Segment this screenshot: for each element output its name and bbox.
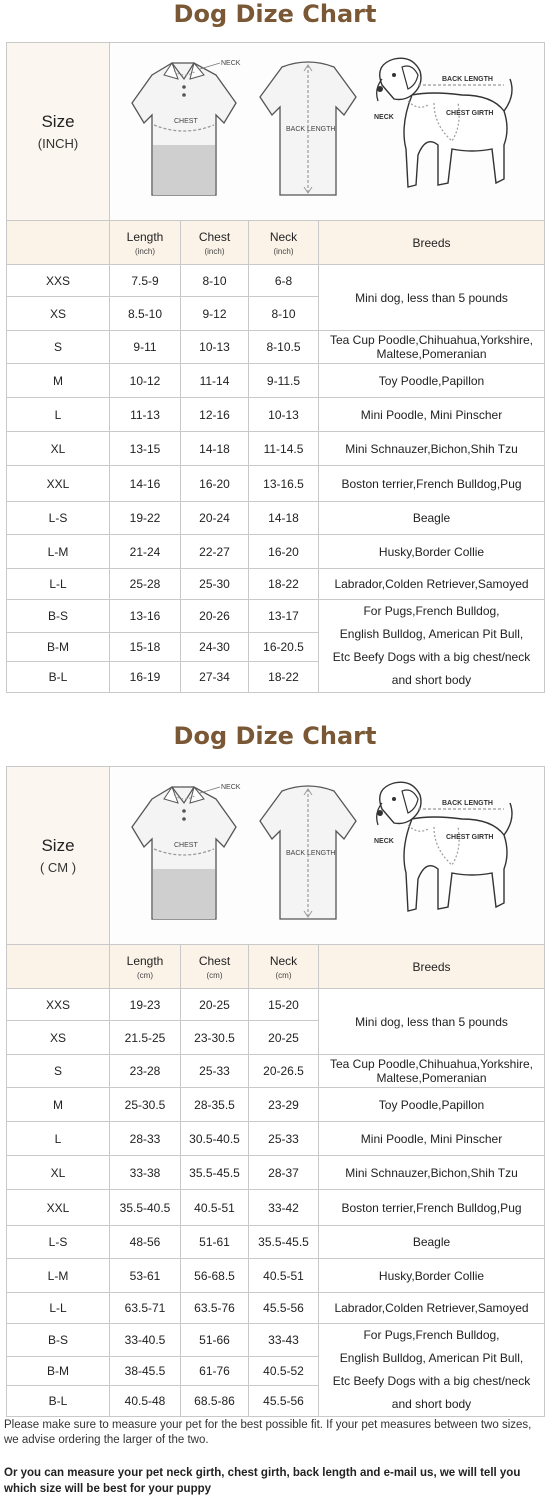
shirt-chest-label: CHEST [174, 118, 198, 125]
length-cell: 48-56 [110, 1226, 181, 1259]
size-name-cell: XXS [7, 265, 110, 297]
chart-title: Dog Dize Chart [173, 722, 377, 750]
breed-cell: Labrador,Colden Retriever,Samoyed [319, 1293, 545, 1324]
size-label-cell [7, 767, 110, 945]
chest-cell: 16-20 [181, 466, 249, 502]
header-chest: Chest (cm) [181, 945, 249, 989]
table-row [7, 1226, 545, 1259]
size-name-cell: XXS [7, 989, 110, 1021]
size-name-cell: B-L [7, 1385, 110, 1416]
header-breeds: Breeds [319, 221, 545, 265]
table-row [7, 331, 545, 364]
size-name-cell: XL [7, 432, 110, 466]
table-row [7, 502, 545, 535]
size-name-cell: L [7, 398, 110, 432]
breed-line: and short body [391, 673, 472, 687]
chest-cell: 8-10 [181, 265, 249, 297]
size-name-cell: L-S [7, 502, 110, 535]
length-cell: 25-28 [110, 569, 181, 600]
measurement-illustration-svg [112, 769, 542, 939]
size-name-cell: L-L [7, 569, 110, 600]
table-row [7, 364, 545, 398]
size-unit: ( CM ) [39, 860, 77, 875]
size-label: Size [41, 836, 75, 855]
header-blank [7, 221, 110, 265]
chest-cell: 63.5-76 [181, 1293, 249, 1324]
breed-line: Maltese,Pomeranian [376, 1071, 487, 1085]
size-chart-table [6, 766, 544, 1417]
length-cell: 13-15 [110, 432, 181, 466]
neck-cell: 6-8 [249, 265, 319, 297]
size-name-cell: M [7, 1088, 110, 1122]
dog-illustration [374, 58, 512, 187]
chest-cell: 68.5-86 [181, 1385, 249, 1416]
size-name-cell: L [7, 1122, 110, 1156]
dog-chest-girth-label: CHEST GIRTH [446, 110, 494, 117]
length-cell: 63.5-71 [110, 1293, 181, 1324]
neck-cell: 8-10.5 [249, 331, 319, 364]
length-cell: 33-38 [110, 1156, 181, 1190]
measure-note: Please make sure to measure your pet for the best possible fit. If your pet measures between two sizes, we advise ordering the larger of the two. [4, 1419, 532, 1446]
breed-cell: Boston terrier,French Bulldog,Pug [319, 466, 545, 502]
length-cell: 21-24 [110, 535, 181, 569]
breed-cell [319, 600, 545, 693]
breed-cell: Mini dog, less than 5 pounds [319, 989, 545, 1055]
breed-cell [319, 331, 545, 364]
size-unit: (INCH) [37, 136, 79, 151]
length-cell: 15-18 [110, 633, 181, 662]
shirt-front-illustration [132, 784, 241, 919]
shirt-back-illustration [260, 62, 356, 195]
breed-line: Maltese,Pomeranian [376, 347, 487, 361]
dog-neck-label: NECK [374, 114, 394, 121]
size-label: Size [41, 112, 75, 131]
chest-cell: 20-26 [181, 600, 249, 633]
shirt-back-length-label: BACK LENGTH [286, 126, 336, 133]
breed-cell: Beagle [319, 1226, 545, 1259]
neck-cell: 15-20 [249, 989, 319, 1021]
chest-cell: 61-76 [181, 1357, 249, 1386]
dog-back-length-label: BACK LENGTH [442, 76, 493, 83]
size-name-cell: B-S [7, 600, 110, 633]
shirt-neck-label: NECK [221, 784, 241, 791]
length-cell: 33-40.5 [110, 1324, 181, 1357]
size-name-cell: XXL [7, 466, 110, 502]
chest-cell: 10-13 [181, 331, 249, 364]
table-row [7, 600, 545, 633]
neck-cell: 18-22 [249, 661, 319, 692]
neck-cell: 20-25 [249, 1021, 319, 1055]
chest-cell: 25-30 [181, 569, 249, 600]
chest-cell: 40.5-51 [181, 1190, 249, 1226]
size-name-cell: L-L [7, 1293, 110, 1324]
dog-back-length-label: BACK LENGTH [442, 800, 493, 807]
length-cell: 23-28 [110, 1055, 181, 1088]
table-row [7, 989, 545, 1021]
neck-cell: 35.5-45.5 [249, 1226, 319, 1259]
size-name-cell: XS [7, 297, 110, 331]
chest-cell: 14-18 [181, 432, 249, 466]
breed-cell: Mini Schnauzer,Bichon,Shih Tzu [319, 1156, 545, 1190]
measurement-illustration [110, 767, 545, 945]
breed-line: English Bulldog, American Pit Bull, [339, 1351, 524, 1365]
chest-cell: 20-25 [181, 989, 249, 1021]
size-name-cell: XL [7, 1156, 110, 1190]
table-row [7, 432, 545, 466]
neck-cell: 10-13 [249, 398, 319, 432]
length-cell: 25-30.5 [110, 1088, 181, 1122]
size-name-cell: XS [7, 1021, 110, 1055]
dog-neck-label: NECK [374, 838, 394, 845]
neck-cell: 33-43 [249, 1324, 319, 1357]
measurement-illustration [110, 43, 545, 221]
neck-cell: 40.5-51 [249, 1259, 319, 1293]
table-row [7, 466, 545, 502]
breed-cell: Toy Poodle,Papillon [319, 364, 545, 398]
chest-cell: 27-34 [181, 661, 249, 692]
header-neck: Neck (inch) [249, 221, 319, 265]
header-chest: Chest (inch) [181, 221, 249, 265]
chest-cell: 28-35.5 [181, 1088, 249, 1122]
table-row [7, 569, 545, 600]
neck-cell: 8-10 [249, 297, 319, 331]
neck-cell: 45.5-56 [249, 1385, 319, 1416]
table-row [7, 1259, 545, 1293]
neck-cell: 20-26.5 [249, 1055, 319, 1088]
breed-cell: Toy Poodle,Papillon [319, 1088, 545, 1122]
chest-cell: 30.5-40.5 [181, 1122, 249, 1156]
header-blank [7, 945, 110, 989]
header-length: Length (inch) [110, 221, 181, 265]
neck-cell: 16-20 [249, 535, 319, 569]
size-chart-table [6, 42, 544, 693]
chest-cell: 51-61 [181, 1226, 249, 1259]
breed-line: Etc Beefy Dogs with a big chest/neck [332, 1374, 531, 1388]
breed-cell: Husky,Border Collie [319, 535, 545, 569]
chest-cell: 51-66 [181, 1324, 249, 1357]
table-row [7, 1156, 545, 1190]
breed-cell: Mini dog, less than 5 pounds [319, 265, 545, 331]
breed-cell: Mini Poodle, Mini Pinscher [319, 1122, 545, 1156]
size-name-cell: S [7, 1055, 110, 1088]
length-cell: 53-61 [110, 1259, 181, 1293]
size-name-cell: S [7, 331, 110, 364]
chart-title: Dog Dize Chart [173, 0, 377, 28]
size-name-cell: B-M [7, 633, 110, 662]
neck-cell: 11-14.5 [249, 432, 319, 466]
size-name-cell: B-S [7, 1324, 110, 1357]
shirt-back-illustration [260, 786, 356, 919]
chest-cell: 20-24 [181, 502, 249, 535]
header-length: Length (cm) [110, 945, 181, 989]
neck-cell: 28-37 [249, 1156, 319, 1190]
breed-cell [319, 1055, 545, 1088]
table-row [7, 265, 545, 297]
neck-cell: 25-33 [249, 1122, 319, 1156]
chest-cell: 35.5-45.5 [181, 1156, 249, 1190]
neck-cell: 14-18 [249, 502, 319, 535]
size-label-cell [7, 43, 110, 221]
length-cell: 10-12 [110, 364, 181, 398]
breed-line: For Pugs,French Bulldog, [363, 604, 500, 618]
contact-note: Or you can measure your pet neck girth, chest girth, back length and e-mail us, we will tell you which size will be best for your puppy [4, 1467, 521, 1495]
chest-cell: 12-16 [181, 398, 249, 432]
length-cell: 9-11 [110, 331, 181, 364]
breed-line: Tea Cup Poodle,Chihuahua,Yorkshire, [329, 333, 534, 347]
size-name-cell: B-L [7, 661, 110, 692]
table-row [7, 1055, 545, 1088]
length-cell: 16-19 [110, 661, 181, 692]
length-cell: 13-16 [110, 600, 181, 633]
breed-line: Etc Beefy Dogs with a big chest/neck [332, 650, 531, 664]
neck-cell: 13-16.5 [249, 466, 319, 502]
chest-cell: 9-12 [181, 297, 249, 331]
size-name-cell: L-M [7, 1259, 110, 1293]
size-name-cell: XXL [7, 1190, 110, 1226]
table-row [7, 398, 545, 432]
table-header-row [7, 221, 545, 265]
length-cell: 19-23 [110, 989, 181, 1021]
chest-cell: 56-68.5 [181, 1259, 249, 1293]
table-row [7, 1088, 545, 1122]
table-row [7, 1324, 545, 1357]
table-row [7, 1122, 545, 1156]
dog-illustration [374, 782, 512, 911]
length-cell: 14-16 [110, 466, 181, 502]
neck-cell: 23-29 [249, 1088, 319, 1122]
shirt-neck-label: NECK [221, 60, 241, 67]
shirt-chest-label: CHEST [174, 842, 198, 849]
length-cell: 19-22 [110, 502, 181, 535]
breed-cell [319, 1324, 545, 1417]
size-name-cell: B-M [7, 1357, 110, 1386]
breed-line: For Pugs,French Bulldog, [363, 1328, 500, 1342]
measurement-illustration-svg [112, 45, 542, 215]
dog-chest-girth-label: CHEST GIRTH [446, 834, 494, 841]
breed-cell: Mini Poodle, Mini Pinscher [319, 398, 545, 432]
length-cell: 40.5-48 [110, 1385, 181, 1416]
shirt-front-illustration [132, 60, 241, 195]
chest-cell: 11-14 [181, 364, 249, 398]
length-cell: 11-13 [110, 398, 181, 432]
chest-cell: 22-27 [181, 535, 249, 569]
neck-cell: 45.5-56 [249, 1293, 319, 1324]
length-cell: 28-33 [110, 1122, 181, 1156]
breed-cell: Husky,Border Collie [319, 1259, 545, 1293]
neck-cell: 13-17 [249, 600, 319, 633]
length-cell: 8.5-10 [110, 297, 181, 331]
length-cell: 7.5-9 [110, 265, 181, 297]
chest-cell: 24-30 [181, 633, 249, 662]
breed-line: and short body [391, 1397, 472, 1411]
length-cell: 21.5-25 [110, 1021, 181, 1055]
size-name-cell: L-M [7, 535, 110, 569]
table-row [7, 1293, 545, 1324]
breed-cell: Mini Schnauzer,Bichon,Shih Tzu [319, 432, 545, 466]
neck-cell: 16-20.5 [249, 633, 319, 662]
length-cell: 38-45.5 [110, 1357, 181, 1386]
breed-cell: Boston terrier,French Bulldog,Pug [319, 1190, 545, 1226]
neck-cell: 33-42 [249, 1190, 319, 1226]
length-cell: 35.5-40.5 [110, 1190, 181, 1226]
breed-line: Tea Cup Poodle,Chihuahua,Yorkshire, [329, 1057, 534, 1071]
size-name-cell: M [7, 364, 110, 398]
header-breeds: Breeds [319, 945, 545, 989]
table-row [7, 535, 545, 569]
header-neck: Neck (cm) [249, 945, 319, 989]
table-header-row [7, 945, 545, 989]
neck-cell: 40.5-52 [249, 1357, 319, 1386]
neck-cell: 9-11.5 [249, 364, 319, 398]
table-row [7, 1190, 545, 1226]
chest-cell: 25-33 [181, 1055, 249, 1088]
chest-cell: 23-30.5 [181, 1021, 249, 1055]
breed-line: English Bulldog, American Pit Bull, [339, 627, 524, 641]
shirt-back-length-label: BACK LENGTH [286, 850, 336, 857]
breed-cell: Beagle [319, 502, 545, 535]
neck-cell: 18-22 [249, 569, 319, 600]
size-name-cell: L-S [7, 1226, 110, 1259]
breed-cell: Labrador,Colden Retriever,Samoyed [319, 569, 545, 600]
